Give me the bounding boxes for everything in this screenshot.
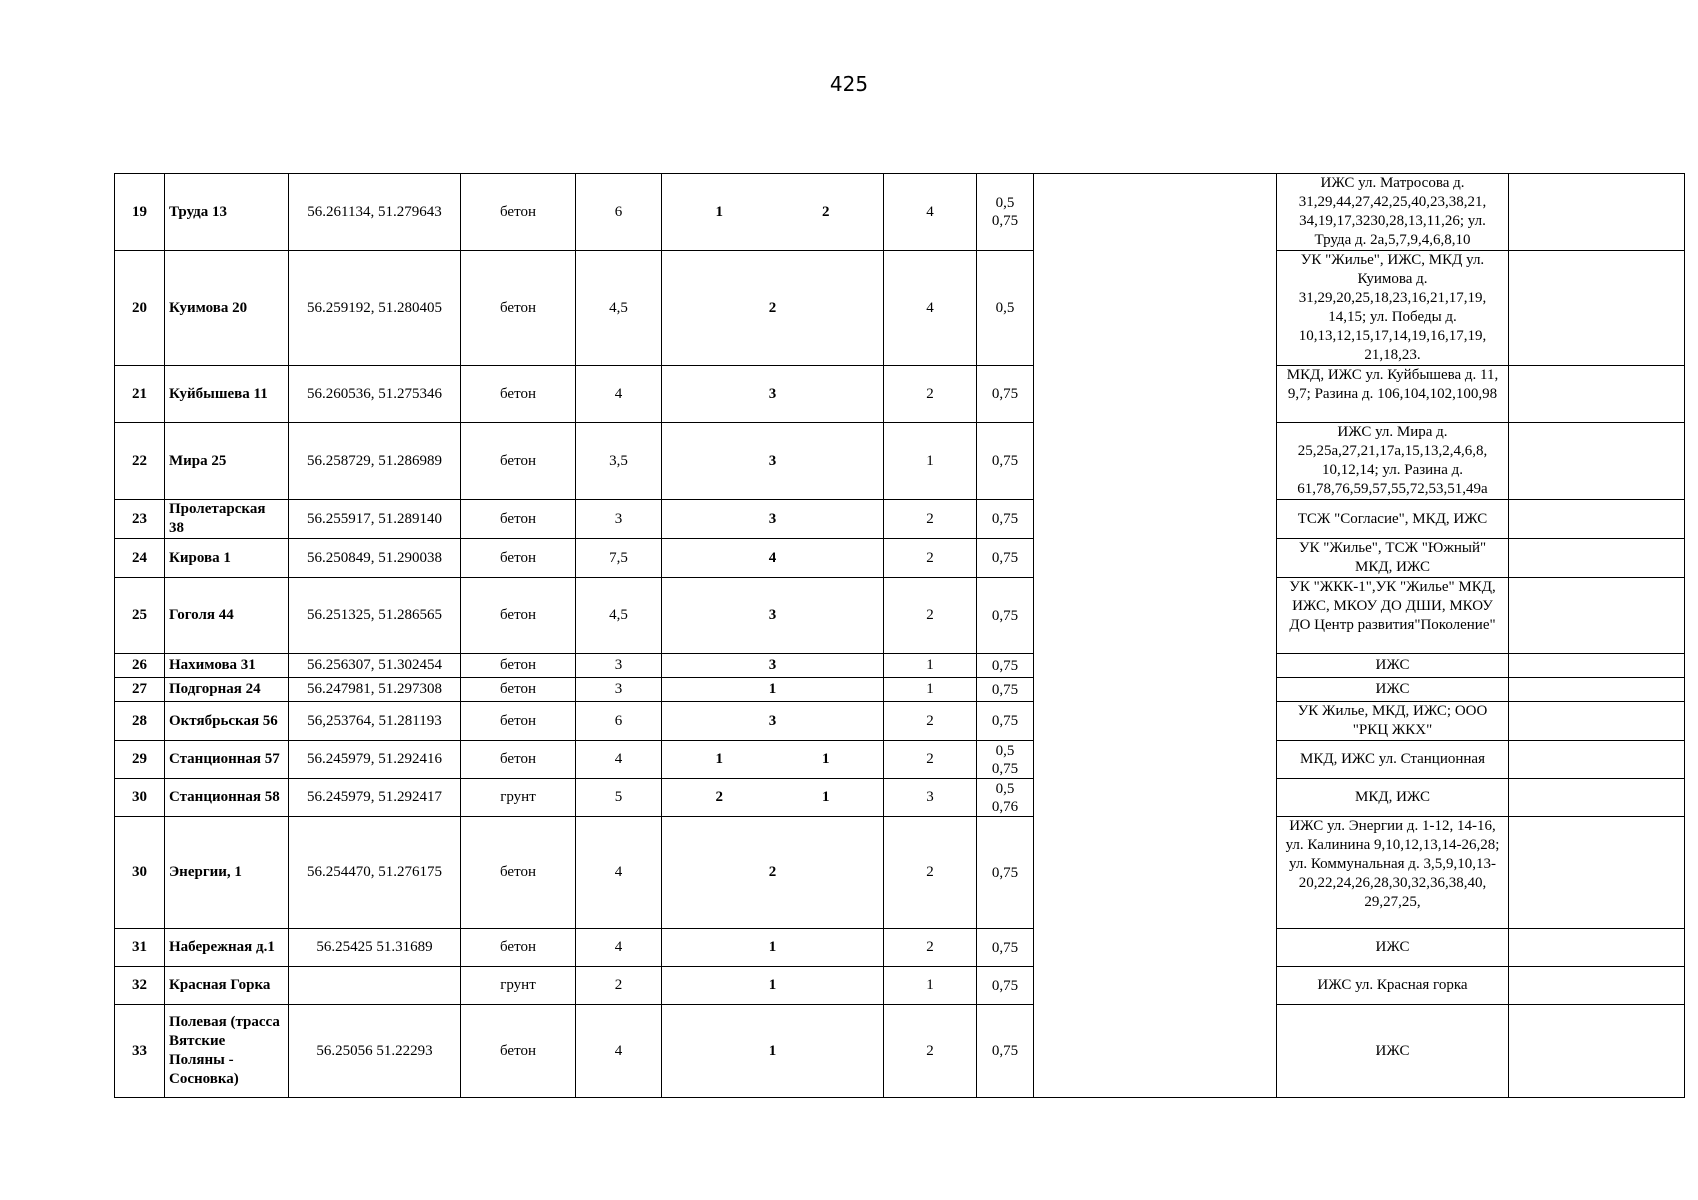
- site-address: Нахимова 31: [165, 654, 289, 678]
- row-number: 26: [115, 654, 165, 678]
- surface-type: грунт: [461, 967, 576, 1005]
- container-volume-1: 0,75: [991, 657, 1019, 674]
- container-volume: [977, 967, 1034, 1005]
- container-volume: [977, 702, 1034, 741]
- site-coordinates: 56.255917, 51.289140: [289, 500, 461, 539]
- site-coordinates: 56.245979, 51.292417: [289, 779, 461, 817]
- container-volume: [977, 578, 1034, 654]
- surface-type: бетон: [461, 539, 576, 578]
- site-area: 4: [576, 929, 662, 967]
- container-volume: [977, 654, 1034, 678]
- container-volume-1: 0,75: [991, 1043, 1019, 1059]
- surface-type: бетон: [461, 366, 576, 423]
- surface-type: бетон: [461, 578, 576, 654]
- container-volume: [977, 1005, 1034, 1098]
- site-area: 5: [576, 779, 662, 817]
- site-address: Набережная д.1: [165, 929, 289, 967]
- container-volume: [977, 251, 1034, 366]
- container-count-a: 1: [768, 977, 777, 993]
- table-row: [115, 741, 1685, 779]
- site-coordinates: 56.245979, 51.292416: [289, 741, 461, 779]
- surface-type: бетон: [461, 654, 576, 678]
- site-coordinates: 56.256307, 51.302454: [289, 654, 461, 678]
- site-area: 3,5: [576, 423, 662, 500]
- container-volume-1: 0,75: [991, 939, 1019, 956]
- container-volume: [977, 500, 1034, 539]
- surface-type: бетон: [461, 741, 576, 779]
- surface-type: бетон: [461, 423, 576, 500]
- site-coordinates: 56.254470, 51.276175: [289, 817, 461, 929]
- site-address: Красная Горка: [165, 967, 289, 1005]
- table-row: [115, 251, 1685, 366]
- empty-cell: [1509, 174, 1685, 251]
- container-volume-1: 0,75: [991, 977, 1019, 994]
- container-count-a: 3: [768, 510, 777, 527]
- surface-type: бетон: [461, 702, 576, 741]
- empty-cell: [1509, 251, 1685, 366]
- waste-sources: ИЖС ул. Красная горка: [1277, 967, 1509, 1005]
- site-coordinates: 56.261134, 51.279643: [289, 174, 461, 251]
- waste-sources: МКД, ИЖС: [1277, 779, 1509, 817]
- table-row: [115, 1005, 1685, 1098]
- table-row: [115, 929, 1685, 967]
- container-total: 1: [884, 654, 977, 678]
- container-count-a: 3: [768, 607, 777, 623]
- container-volume-2: 0,75: [991, 760, 1019, 777]
- container-counts: [662, 929, 884, 967]
- empty-cell: [1509, 578, 1685, 654]
- site-coordinates: [289, 967, 461, 1005]
- table-row: [115, 174, 1685, 251]
- site-address: Подгорная 24: [165, 678, 289, 702]
- surface-type: бетон: [461, 1005, 576, 1098]
- waste-sources: УК "Жилье", ИЖС, МКД ул. Куимова д. 31,29,20,25,18,23,16,21,17,19, 14,15; ул. Победы д. 10,13,12,15,17,14,19,16,17,19, 21,18,23.: [1277, 251, 1509, 366]
- site-coordinates: 56.25056 51.22293: [289, 1005, 461, 1098]
- row-number: 20: [115, 251, 165, 366]
- container-total: 2: [884, 366, 977, 423]
- row-number: 23: [115, 500, 165, 539]
- surface-type: бетон: [461, 500, 576, 539]
- container-count-a: 1: [768, 681, 777, 697]
- container-volume: [977, 779, 1034, 817]
- container-count-b: 1: [822, 789, 830, 805]
- container-volume: [977, 929, 1034, 967]
- site-address: Станционная 58: [165, 779, 289, 817]
- container-volume-1: 0,5: [995, 195, 1015, 211]
- container-total: 2: [884, 929, 977, 967]
- site-area: 4,5: [576, 578, 662, 654]
- row-number: 25: [115, 578, 165, 654]
- site-address: Пролетарская 38: [165, 500, 289, 539]
- site-address: Куйбышева 11: [165, 366, 289, 423]
- container-volume: [977, 539, 1034, 578]
- container-total: 1: [884, 678, 977, 702]
- surface-type: бетон: [461, 678, 576, 702]
- waste-sources: ИЖС: [1277, 929, 1509, 967]
- site-address: Энергии, 1: [165, 817, 289, 929]
- container-count-a: 3: [768, 712, 777, 729]
- container-volume: [977, 741, 1034, 779]
- site-address: Станционная 57: [165, 741, 289, 779]
- row-number: 32: [115, 967, 165, 1005]
- site-area: 3: [576, 500, 662, 539]
- waste-sources: МКД, ИЖС ул. Станционная: [1277, 741, 1509, 779]
- empty-cell: [1509, 967, 1685, 1005]
- site-area: 4: [576, 366, 662, 423]
- empty-cell: [1509, 366, 1685, 423]
- site-coordinates: 56.247981, 51.297308: [289, 678, 461, 702]
- container-total: 4: [884, 174, 977, 251]
- container-volume-2: 0,76: [991, 798, 1019, 815]
- table-row: [115, 500, 1685, 539]
- container-total: 2: [884, 539, 977, 578]
- site-area: 7,5: [576, 539, 662, 578]
- site-address: Полевая (трасса Вятские Поляны - Сосновка): [165, 1005, 289, 1098]
- site-area: 4: [576, 817, 662, 929]
- table-row: [115, 423, 1685, 500]
- site-coordinates: 56,253764, 51.281193: [289, 702, 461, 741]
- waste-sources: УК "Жилье", ТСЖ "Южный" МКД, ИЖС: [1277, 539, 1509, 578]
- container-counts: [662, 578, 884, 654]
- container-counts: [662, 678, 884, 702]
- site-area: 3: [576, 678, 662, 702]
- site-coordinates: 56.258729, 51.286989: [289, 423, 461, 500]
- surface-type: бетон: [461, 174, 576, 251]
- container-volume-1: 0,5: [995, 780, 1015, 797]
- empty-cell: [1509, 779, 1685, 817]
- container-volume-1: 0,75: [991, 386, 1019, 402]
- container-volume: [977, 366, 1034, 423]
- row-number: 29: [115, 741, 165, 779]
- surface-type: бетон: [461, 251, 576, 366]
- container-total: 2: [884, 1005, 977, 1098]
- table-row: [115, 678, 1685, 702]
- row-number: 19: [115, 174, 165, 251]
- site-coordinates: 56.25425 51.31689: [289, 929, 461, 967]
- table-row: [115, 817, 1685, 929]
- row-number: 22: [115, 423, 165, 500]
- table-row: [115, 779, 1685, 817]
- empty-cell: [1509, 654, 1685, 678]
- waste-sources: ИЖС: [1277, 654, 1509, 678]
- container-counts: [662, 1005, 884, 1098]
- waste-sources: ИЖС ул. Мира д. 25,25а,27,21,17а,15,13,2,4,6,8, 10,12,14; ул. Разина д. 61,78,76,59,57,55,72,53,51,49а: [1277, 423, 1509, 500]
- site-area: 4,5: [576, 251, 662, 366]
- container-volume-1: 0,75: [991, 607, 1019, 624]
- waste-sources: ТСЖ "Согласие", МКД, ИЖС: [1277, 500, 1509, 539]
- container-total: 2: [884, 741, 977, 779]
- container-volume-1: 0,75: [991, 681, 1019, 698]
- container-count-b: 1: [822, 751, 830, 767]
- container-total: 2: [884, 817, 977, 929]
- empty-cell: [1509, 929, 1685, 967]
- row-number: 33: [115, 1005, 165, 1098]
- container-count-a: 3: [768, 385, 777, 402]
- container-counts: [662, 967, 884, 1005]
- container-total: 4: [884, 251, 977, 366]
- container-volume-1: 0,5: [995, 742, 1015, 759]
- site-area: 3: [576, 654, 662, 678]
- row-number: 27: [115, 678, 165, 702]
- site-address: Кирова 1: [165, 539, 289, 578]
- container-count-a: 1: [715, 203, 723, 220]
- site-address: Куимова 20: [165, 251, 289, 366]
- container-volume: [977, 174, 1034, 251]
- table-row: [115, 578, 1685, 654]
- row-number: 28: [115, 702, 165, 741]
- container-count-b: 2: [822, 203, 830, 220]
- waste-sources: ИЖС: [1277, 678, 1509, 702]
- table-row: [115, 654, 1685, 678]
- container-count-a: 2: [768, 299, 777, 316]
- page-number: 425: [829, 72, 869, 96]
- site-area: 4: [576, 741, 662, 779]
- row-number: 24: [115, 539, 165, 578]
- row-number: 30: [115, 817, 165, 929]
- waste-sources: МКД, ИЖС ул. Куйбышева д. 11, 9,7; Разина д. 106,104,102,100,98: [1277, 366, 1509, 423]
- container-sites-table: [114, 173, 1685, 1098]
- site-area: 6: [576, 702, 662, 741]
- empty-cell: [1509, 1005, 1685, 1098]
- site-area: 2: [576, 967, 662, 1005]
- table-row: [115, 702, 1685, 741]
- site-coordinates: 56.259192, 51.280405: [289, 251, 461, 366]
- blank-column: [1034, 174, 1277, 1098]
- waste-sources: ИЖС: [1277, 1005, 1509, 1098]
- empty-cell: [1509, 500, 1685, 539]
- site-coordinates: 56.260536, 51.275346: [289, 366, 461, 423]
- surface-type: бетон: [461, 929, 576, 967]
- empty-cell: [1509, 539, 1685, 578]
- waste-sources: УК Жилье, МКД, ИЖС; ООО "РКЦ ЖКХ": [1277, 702, 1509, 741]
- container-total: 1: [884, 967, 977, 1005]
- container-count-a: 1: [768, 1042, 777, 1059]
- row-number: 30: [115, 779, 165, 817]
- container-counts: [662, 251, 884, 366]
- empty-cell: [1509, 423, 1685, 500]
- container-volume-1: 0,75: [991, 511, 1019, 527]
- empty-cell: [1509, 741, 1685, 779]
- container-volume-1: 0,75: [991, 864, 1019, 881]
- container-counts: [662, 423, 884, 500]
- container-counts: [662, 366, 884, 423]
- container-counts: [662, 174, 884, 251]
- container-volume-2: 0,75: [991, 213, 1019, 229]
- container-volume-1: 0,75: [991, 550, 1019, 566]
- site-address: Гоголя 44: [165, 578, 289, 654]
- container-volume-1: 0,75: [991, 453, 1019, 469]
- container-count-a: 3: [768, 452, 777, 469]
- site-address: Мира 25: [165, 423, 289, 500]
- container-total: 2: [884, 702, 977, 741]
- container-counts: [662, 539, 884, 578]
- container-total: 2: [884, 500, 977, 539]
- waste-sources: УК "ЖКК-1",УК "Жилье" МКД, ИЖС, МКОУ ДО ДШИ, МКОУ ДО Центр развития"Поколение": [1277, 578, 1509, 654]
- container-volume-1: 0,5: [995, 300, 1015, 316]
- container-total: 3: [884, 779, 977, 817]
- container-volume: [977, 817, 1034, 929]
- container-counts: [662, 702, 884, 741]
- container-counts: [662, 817, 884, 929]
- table-row: [115, 967, 1685, 1005]
- site-coordinates: 56.251325, 51.286565: [289, 578, 461, 654]
- container-counts: [662, 500, 884, 539]
- row-number: 31: [115, 929, 165, 967]
- waste-sources: ИЖС ул. Матросова д. 31,29,44,27,42,25,40,23,38,21, 34,19,17,3230,28,13,11,26; ул. Труда д. 2а,5,7,9,4,6,8,10: [1277, 174, 1509, 251]
- empty-cell: [1509, 678, 1685, 702]
- container-total: 1: [884, 423, 977, 500]
- container-count-a: 1: [715, 751, 723, 767]
- container-counts: [662, 741, 884, 779]
- container-counts: [662, 654, 884, 678]
- site-coordinates: 56.250849, 51.290038: [289, 539, 461, 578]
- container-count-a: 1: [768, 939, 777, 955]
- empty-cell: [1509, 817, 1685, 929]
- empty-cell: [1509, 702, 1685, 741]
- container-count-a: 2: [715, 789, 723, 805]
- table-row: [115, 366, 1685, 423]
- table-row: [115, 539, 1685, 578]
- container-volume: [977, 678, 1034, 702]
- site-address: Октябрьская 56: [165, 702, 289, 741]
- site-area: 6: [576, 174, 662, 251]
- container-volume: [977, 423, 1034, 500]
- site-area: 4: [576, 1005, 662, 1098]
- container-volume-1: 0,75: [991, 713, 1019, 729]
- container-total: 2: [884, 578, 977, 654]
- row-number: 21: [115, 366, 165, 423]
- container-count-a: 4: [768, 549, 777, 566]
- site-address: Труда 13: [165, 174, 289, 251]
- container-count-a: 3: [768, 657, 777, 673]
- surface-type: грунт: [461, 779, 576, 817]
- container-count-a: 2: [768, 864, 777, 880]
- container-counts: [662, 779, 884, 817]
- surface-type: бетон: [461, 817, 576, 929]
- waste-sources: ИЖС ул. Энергии д. 1-12, 14-16, ул. Калинина 9,10,12,13,14-26,28; ул. Коммунальная д. 3,5,9,10,13-20,22,24,26,28,30,32,36,38,40, 29,27,25,: [1277, 817, 1509, 929]
